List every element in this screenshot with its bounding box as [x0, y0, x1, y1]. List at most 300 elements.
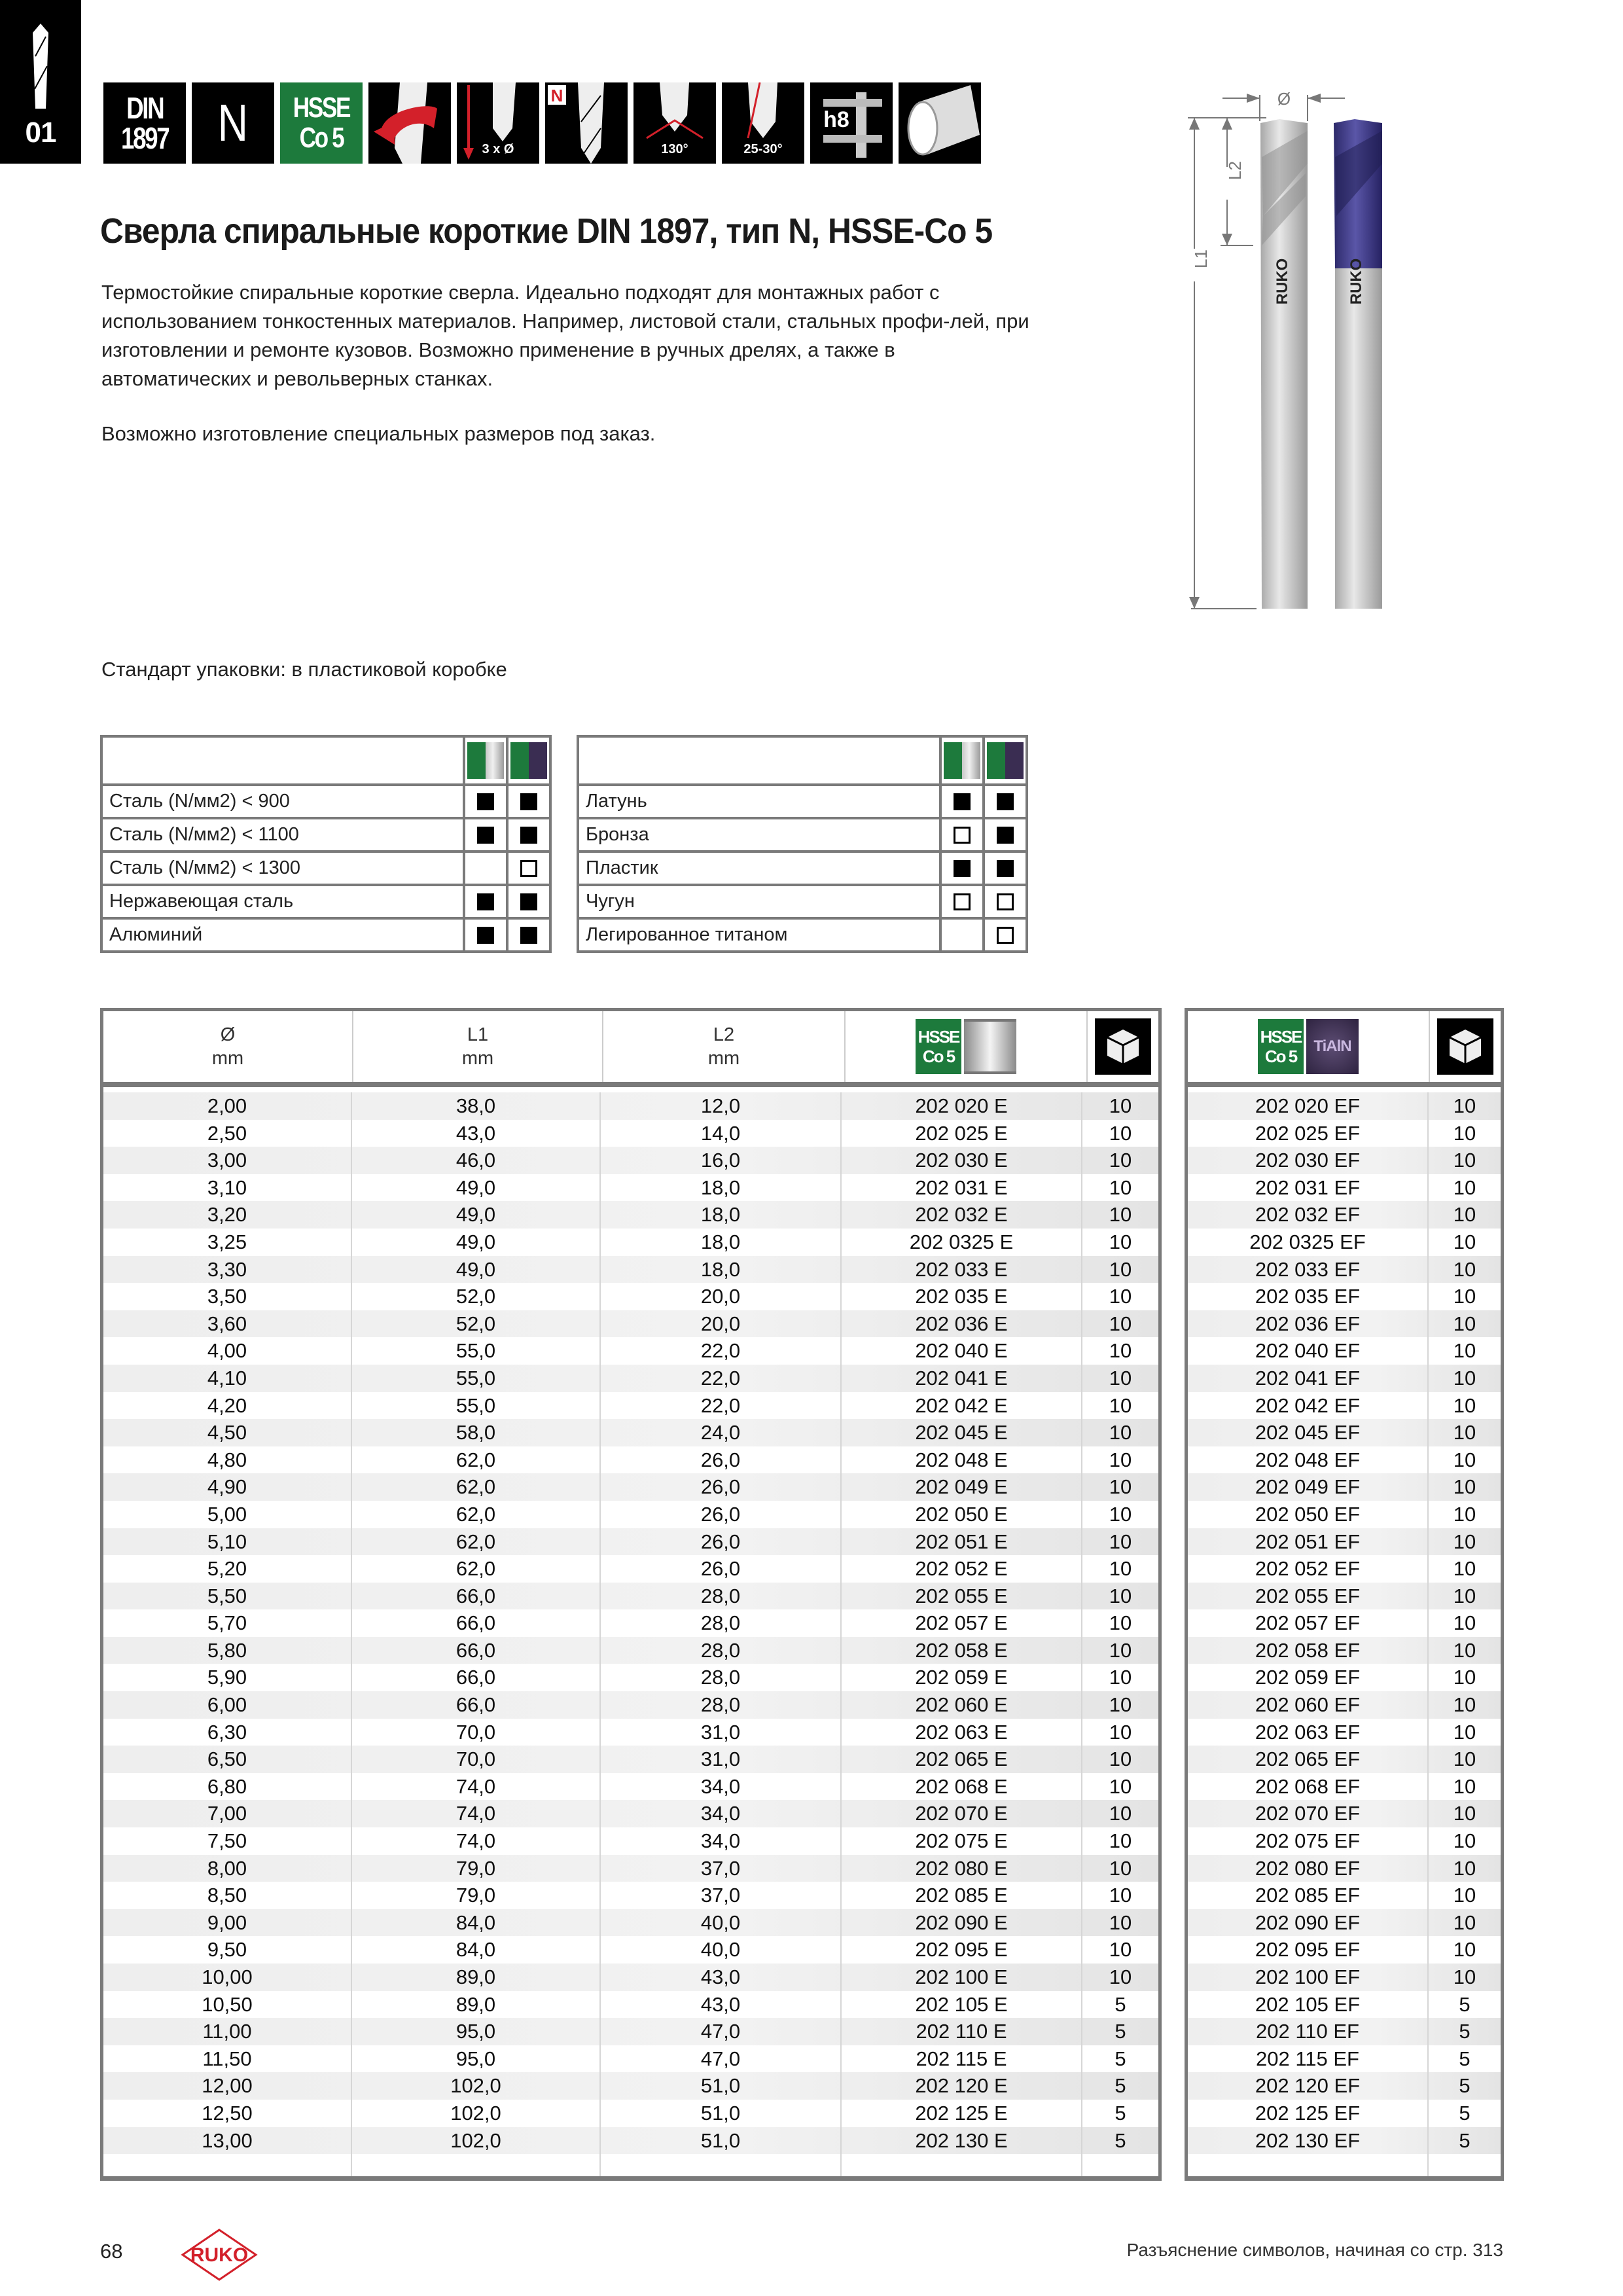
table-row [103, 2045, 1158, 2073]
cell-article-bright: 202 110 E [842, 2018, 1082, 2045]
cell-l1: 49,0 [352, 1256, 601, 1283]
cell-l2: 28,0 [601, 1583, 842, 1610]
table-row [103, 2100, 1158, 2127]
table-row [103, 1719, 1158, 1746]
material-name: Чугун [578, 885, 940, 918]
cell-diameter: 12,00 [103, 2072, 352, 2100]
table-row [1188, 1746, 1501, 1773]
din-number: 1897 [120, 121, 169, 155]
drill-icon [29, 24, 52, 109]
tialn-suitability [984, 918, 1027, 952]
cell-l1: 58,0 [352, 1419, 601, 1446]
tialn-suitability [507, 918, 550, 952]
helix-angle-label: 25-30° [743, 142, 783, 156]
din-label: DIN [126, 91, 164, 125]
table-body [1188, 1092, 1501, 2176]
din-standard-icon [103, 82, 186, 164]
cell-l2: 47,0 [601, 2018, 842, 2045]
suitable-full-icon [520, 893, 537, 910]
cell-pack-qty: 10 [1453, 1203, 1476, 1227]
bright-suitability [464, 818, 507, 852]
cell-diameter: 3,20 [103, 1201, 352, 1229]
cell-l1: 38,0 [352, 1092, 601, 1120]
cell-pack-qty: 10 [1453, 1421, 1476, 1444]
cell-article-tialn: 202 060 EF [1188, 1691, 1429, 1719]
type-label: N [217, 94, 249, 152]
cell-article-bright: 202 057 E [842, 1609, 1082, 1637]
table-row [1188, 2045, 1501, 2073]
cell-diameter: 5,50 [103, 1583, 352, 1610]
cell-l1: 55,0 [352, 1392, 601, 1420]
material-label-1: HSSE [293, 92, 350, 124]
cell-pack-qty: 10 [1453, 1393, 1476, 1417]
cell-pack-qty: 10 [1453, 1257, 1476, 1281]
table-row [1188, 1473, 1501, 1501]
cell-pack-qty: 10 [1109, 1829, 1132, 1853]
bright-suitability [464, 785, 507, 818]
cell-article-bright: 202 095 E [842, 1936, 1082, 1964]
cell-l1: 52,0 [352, 1283, 601, 1310]
cell-article-bright: 202 041 E [842, 1365, 1082, 1392]
material-name: Легированное титаном [578, 918, 940, 952]
tialn-suitability [984, 885, 1027, 918]
cell-diameter: 4,00 [103, 1337, 352, 1365]
cell-article-tialn: 202 130 EF [1188, 2127, 1429, 2155]
cell-l2: 20,0 [601, 1310, 842, 1338]
header-unit: mm [211, 1048, 244, 1069]
cell-diameter: 11,00 [103, 2018, 352, 2045]
material-name: Сталь (N/мм2) < 1100 [101, 818, 464, 852]
cell-article-tialn: 202 055 EF [1188, 1583, 1429, 1610]
material-row [101, 785, 550, 818]
cell-pack-qty: 10 [1453, 1748, 1476, 1771]
cell-pack-qty: 5 [1459, 2128, 1471, 2152]
table-row [1188, 1392, 1501, 1420]
tialn-badge: TiAlN [1306, 1019, 1359, 1074]
col-header-pack-qty [1088, 1011, 1158, 1082]
cell-article-bright: 202 035 E [842, 1283, 1082, 1310]
cell-article-tialn: 202 065 EF [1188, 1746, 1429, 1773]
cell-diameter: 8,50 [103, 1882, 352, 1909]
cell-l2: 40,0 [601, 1936, 842, 1964]
cell-pack-qty: 10 [1453, 1502, 1476, 1526]
cell-article-tialn: 202 115 EF [1188, 2045, 1429, 2073]
cell-article-bright: 202 115 E [842, 2045, 1082, 2073]
cell-l1: 49,0 [352, 1174, 601, 1202]
cell-pack-qty: 10 [1109, 1884, 1132, 1907]
cell-article-tialn: 202 020 EF [1188, 1092, 1429, 1120]
cell-pack-qty: 10 [1453, 1475, 1476, 1499]
cell-article-bright: 202 070 E [842, 1800, 1082, 1827]
l2-dim-label: L2 [1225, 161, 1245, 180]
table-row [103, 2018, 1158, 2045]
header-label: L2 [713, 1024, 735, 1045]
cell-l2: 43,0 [601, 1991, 842, 2018]
suitable-limited-icon [520, 860, 537, 877]
cell-pack-qty: 10 [1453, 1584, 1476, 1607]
suitable-full-icon [997, 827, 1014, 844]
material-name: Бронза [578, 818, 940, 852]
suitable-full-icon [954, 860, 971, 877]
material-name: Сталь (N/мм2) < 900 [101, 785, 464, 818]
cell-pack-qty: 10 [1453, 1557, 1476, 1581]
cell-l1: 55,0 [352, 1337, 601, 1365]
cell-pack-qty: 10 [1109, 1121, 1132, 1145]
bright-finish-swatch [940, 736, 984, 785]
cell-pack-qty: 10 [1453, 1230, 1476, 1253]
product-table-tialn [1185, 1008, 1504, 2181]
cell-article-bright: 202 060 E [842, 1691, 1082, 1719]
cell-pack-qty: 10 [1109, 1339, 1132, 1363]
cell-pack-qty: 10 [1109, 1611, 1132, 1635]
cell-l2: 51,0 [601, 2127, 842, 2155]
brand-marking: RUKO [1347, 258, 1365, 305]
cell-diameter: 6,80 [103, 1773, 352, 1801]
tialn-suitability [507, 885, 550, 918]
table-row [1188, 1691, 1501, 1719]
table-row [103, 1092, 1158, 1120]
cell-article-tialn: 202 033 EF [1188, 1256, 1429, 1283]
cell-l1: 74,0 [352, 1773, 601, 1801]
cell-diameter: 4,10 [103, 1365, 352, 1392]
cell-diameter: 4,20 [103, 1392, 352, 1420]
cell-pack-qty: 10 [1453, 1774, 1476, 1798]
table-row [103, 1855, 1158, 1882]
table-row [103, 1310, 1158, 1338]
cell-article-bright: 202 080 E [842, 1855, 1082, 1882]
suitable-full-icon [997, 860, 1014, 877]
point-angle-icon [633, 82, 716, 164]
cell-l1: 66,0 [352, 1664, 601, 1691]
cell-pack-qty: 10 [1453, 1938, 1476, 1962]
cell-article-tialn: 202 125 EF [1188, 2100, 1429, 2127]
table-row [103, 1147, 1158, 1174]
cell-diameter: 10,00 [103, 1964, 352, 1991]
material-row [578, 885, 1027, 918]
table-row [103, 1419, 1158, 1446]
material-row [101, 852, 550, 885]
cell-l2: 26,0 [601, 1528, 842, 1556]
diameter-dim-label: Ø [1277, 89, 1291, 109]
cell-diameter: 3,30 [103, 1256, 352, 1283]
package-box-icon [1095, 1018, 1151, 1075]
cell-pack-qty: 10 [1453, 1910, 1476, 1934]
bright-suitability [940, 885, 984, 918]
suitable-limited-icon [997, 893, 1014, 910]
cell-article-tialn: 202 045 EF [1188, 1419, 1429, 1446]
table-row [1188, 1092, 1501, 1120]
tialn-suitability [507, 785, 550, 818]
cell-l2: 47,0 [601, 2045, 842, 2073]
table-row [103, 1528, 1158, 1556]
cell-pack-qty: 10 [1109, 1366, 1132, 1390]
cell-l2: 26,0 [601, 1555, 842, 1583]
bright-finish-swatch [464, 736, 507, 785]
col-header-pack-qty [1430, 1011, 1501, 1082]
table-row [103, 1827, 1158, 1855]
table-row [103, 1936, 1158, 1964]
cell-diameter: 12,50 [103, 2100, 352, 2127]
table-row [1188, 1555, 1501, 1583]
cell-pack-qty: 10 [1453, 1720, 1476, 1744]
suitable-full-icon [477, 893, 494, 910]
bright-suitability [464, 852, 507, 885]
material-row [101, 885, 550, 918]
cell-l1: 102,0 [352, 2100, 601, 2127]
cell-pack-qty: 10 [1109, 1938, 1132, 1962]
cell-diameter: 3,60 [103, 1310, 352, 1338]
material-row [578, 852, 1027, 885]
cell-pack-qty: 10 [1109, 1312, 1132, 1335]
cell-article-bright: 202 059 E [842, 1664, 1082, 1691]
cell-pack-qty: 10 [1109, 1421, 1132, 1444]
cell-article-tialn: 202 025 EF [1188, 1120, 1429, 1147]
table-row [103, 1473, 1158, 1501]
tolerance-label: h8 [823, 107, 849, 132]
table-row [103, 1637, 1158, 1664]
header-label: Ø [220, 1024, 236, 1045]
table-row [1188, 1501, 1501, 1528]
cell-l2: 43,0 [601, 1964, 842, 1991]
table-row [1188, 1964, 1501, 1991]
cell-pack-qty: 10 [1109, 1666, 1132, 1689]
cell-article-tialn: 202 036 EF [1188, 1310, 1429, 1338]
cell-l2: 37,0 [601, 1882, 842, 1909]
cell-l2: 31,0 [601, 1719, 842, 1746]
cell-pack-qty: 10 [1109, 1802, 1132, 1825]
cell-article-bright: 202 030 E [842, 1147, 1082, 1174]
cell-diameter: 4,80 [103, 1446, 352, 1474]
cell-pack-qty: 10 [1109, 1175, 1132, 1199]
type-n-drill-icon [545, 82, 628, 164]
cell-l2: 28,0 [601, 1691, 842, 1719]
cell-article-tialn: 202 035 EF [1188, 1283, 1429, 1310]
hsse-co5-badge [1258, 1019, 1304, 1074]
table-row [1188, 1609, 1501, 1637]
cell-article-tialn: 202 051 EF [1188, 1528, 1429, 1556]
bright-suitability [464, 885, 507, 918]
table-row [103, 1609, 1158, 1637]
bright-suitability [940, 785, 984, 818]
cell-l1: 62,0 [352, 1555, 601, 1583]
cell-l2: 34,0 [601, 1773, 842, 1801]
cell-pack-qty: 10 [1453, 1285, 1476, 1308]
suitable-full-icon [477, 793, 494, 810]
shank-tolerance-icon [810, 82, 893, 164]
material-row [578, 785, 1027, 818]
cell-pack-qty: 10 [1453, 1693, 1476, 1717]
cell-article-bright: 202 049 E [842, 1473, 1082, 1501]
cell-pack-qty: 10 [1453, 1339, 1476, 1363]
material-table-right [577, 735, 1028, 953]
tialn-suitability [984, 785, 1027, 818]
table-row [1188, 1909, 1501, 1937]
cell-pack-qty: 10 [1453, 1884, 1476, 1907]
ruko-logo [180, 2229, 259, 2281]
table-row [103, 2072, 1158, 2100]
cell-diameter: 3,10 [103, 1174, 352, 1202]
cell-article-tialn: 202 059 EF [1188, 1664, 1429, 1691]
symbol-row [103, 82, 981, 164]
table-row [103, 1746, 1158, 1773]
l1-dim-label: L1 [1191, 249, 1211, 268]
cell-pack-qty: 10 [1453, 1530, 1476, 1553]
cell-article-tialn: 202 041 EF [1188, 1365, 1429, 1392]
cell-diameter: 4,90 [103, 1473, 352, 1501]
cell-article-bright: 202 125 E [842, 2100, 1082, 2127]
cell-l1: 70,0 [352, 1719, 601, 1746]
table-row [1188, 1637, 1501, 1664]
cell-l2: 51,0 [601, 2100, 842, 2127]
cell-pack-qty: 10 [1109, 1530, 1132, 1553]
cell-article-bright: 202 032 E [842, 1201, 1082, 1229]
cell-l1: 102,0 [352, 2127, 601, 2155]
cell-l2: 12,0 [601, 1092, 842, 1120]
suitable-limited-icon [954, 893, 971, 910]
cell-diameter: 6,00 [103, 1691, 352, 1719]
cell-pack-qty: 10 [1109, 1638, 1132, 1662]
table-row [1188, 1337, 1501, 1365]
cell-l2: 22,0 [601, 1392, 842, 1420]
cell-article-bright: 202 033 E [842, 1256, 1082, 1283]
col-header-article-tialn [1188, 1011, 1430, 1082]
cell-l1: 89,0 [352, 1991, 601, 2018]
cell-article-tialn: 202 095 EF [1188, 1936, 1429, 1964]
table-body [103, 1092, 1158, 2176]
cell-l2: 26,0 [601, 1446, 842, 1474]
cell-pack-qty: 10 [1453, 1638, 1476, 1662]
cell-pack-qty: 10 [1109, 1693, 1132, 1717]
cell-pack-qty: 10 [1453, 1965, 1476, 1988]
material-name: Сталь (N/мм2) < 1300 [101, 852, 464, 885]
tialn-swatch [984, 736, 1027, 785]
cell-diameter: 3,00 [103, 1147, 352, 1174]
cell-pack-qty: 10 [1453, 1149, 1476, 1172]
cell-pack-qty: 5 [1115, 1992, 1126, 2016]
helix-angle-icon [722, 82, 804, 164]
table-row [103, 1882, 1158, 1909]
cell-l1: 62,0 [352, 1528, 601, 1556]
table-row [1188, 1528, 1501, 1556]
cell-l2: 40,0 [601, 1909, 842, 1937]
table-row [103, 1555, 1158, 1583]
cell-article-bright: 202 025 E [842, 1120, 1082, 1147]
cell-l1: 52,0 [352, 1310, 601, 1338]
badge-text: HSSE [918, 1027, 959, 1047]
cell-diameter: 5,70 [103, 1609, 352, 1637]
material-row [578, 818, 1027, 852]
cell-article-tialn: 202 040 EF [1188, 1337, 1429, 1365]
table-row [103, 1256, 1158, 1283]
table-row [103, 1283, 1158, 1310]
cell-article-tialn: 202 110 EF [1188, 2018, 1429, 2045]
tialn-swatch [507, 736, 550, 785]
material-header-blank [101, 736, 464, 785]
cell-article-bright: 202 050 E [842, 1501, 1082, 1528]
cell-article-tialn: 202 058 EF [1188, 1637, 1429, 1664]
cell-article-tialn: 202 120 EF [1188, 2072, 1429, 2100]
cell-l2: 37,0 [601, 1855, 842, 1882]
header-unit: mm [707, 1048, 740, 1069]
cell-article-tialn: 202 085 EF [1188, 1882, 1429, 1909]
cell-article-tialn: 202 030 EF [1188, 1147, 1429, 1174]
cell-article-tialn: 202 048 EF [1188, 1446, 1429, 1474]
cell-l1: 66,0 [352, 1691, 601, 1719]
material-label-2: Co 5 [299, 122, 344, 154]
cell-article-tialn: 202 063 EF [1188, 1719, 1429, 1746]
cell-diameter: 4,50 [103, 1419, 352, 1446]
suitable-full-icon [997, 793, 1014, 810]
bright-suitability [940, 818, 984, 852]
drilling-depth-icon [457, 82, 539, 164]
cell-pack-qty: 10 [1109, 1910, 1132, 1934]
cell-pack-qty: 10 [1109, 1149, 1132, 1172]
material-row [101, 818, 550, 852]
cell-l2: 22,0 [601, 1337, 842, 1365]
cell-l1: 62,0 [352, 1446, 601, 1474]
suitable-full-icon [477, 827, 494, 844]
table-filler-row [103, 2149, 1158, 2176]
cell-pack-qty: 10 [1109, 1094, 1132, 1117]
table-row [103, 1691, 1158, 1719]
cell-l1: 84,0 [352, 1936, 601, 1964]
cell-pack-qty: 10 [1453, 1312, 1476, 1335]
cell-l2: 20,0 [601, 1283, 842, 1310]
col-header-diameter [103, 1011, 353, 1082]
cell-l2: 51,0 [601, 2072, 842, 2100]
cell-pack-qty: 5 [1115, 2047, 1126, 2070]
cell-pack-qty: 10 [1453, 1121, 1476, 1145]
cell-article-bright: 202 085 E [842, 1882, 1082, 1909]
cell-pack-qty: 5 [1115, 2020, 1126, 2043]
product-table-bright [100, 1008, 1162, 2181]
tialn-suitability [507, 852, 550, 885]
cell-diameter: 9,50 [103, 1936, 352, 1964]
material-row [101, 918, 550, 952]
table-row [103, 1773, 1158, 1801]
bright-suitability [464, 918, 507, 952]
cell-diameter: 5,90 [103, 1664, 352, 1691]
hsse-co5-badge [916, 1019, 961, 1074]
cell-article-bright: 202 0325 E [842, 1229, 1082, 1256]
table-row [103, 1664, 1158, 1691]
table-row [1188, 1664, 1501, 1691]
table-row [1188, 1256, 1501, 1283]
cell-article-tialn: 202 068 EF [1188, 1773, 1429, 1801]
packaging-note: Стандарт упаковки: в пластиковой коробке [101, 658, 507, 681]
cell-l1: 66,0 [352, 1583, 601, 1610]
cell-l2: 24,0 [601, 1419, 842, 1446]
table-row [1188, 1583, 1501, 1610]
table-header [1188, 1011, 1501, 1087]
table-row [1188, 1201, 1501, 1229]
material-name: Алюминий [101, 918, 464, 952]
cell-l1: 49,0 [352, 1229, 601, 1256]
table-header [103, 1011, 1158, 1087]
cell-diameter: 3,50 [103, 1283, 352, 1310]
tialn-suitability [507, 818, 550, 852]
cell-l2: 18,0 [601, 1174, 842, 1202]
table-row [1188, 1991, 1501, 2018]
suitable-full-icon [477, 927, 494, 944]
table-row [1188, 1120, 1501, 1147]
table-row [1188, 2072, 1501, 2100]
cell-article-tialn: 202 105 EF [1188, 1991, 1429, 2018]
cell-article-bright: 202 120 E [842, 2072, 1082, 2100]
hsse-co5-icon [280, 82, 363, 164]
table-row [103, 1800, 1158, 1827]
cell-l2: 28,0 [601, 1664, 842, 1691]
